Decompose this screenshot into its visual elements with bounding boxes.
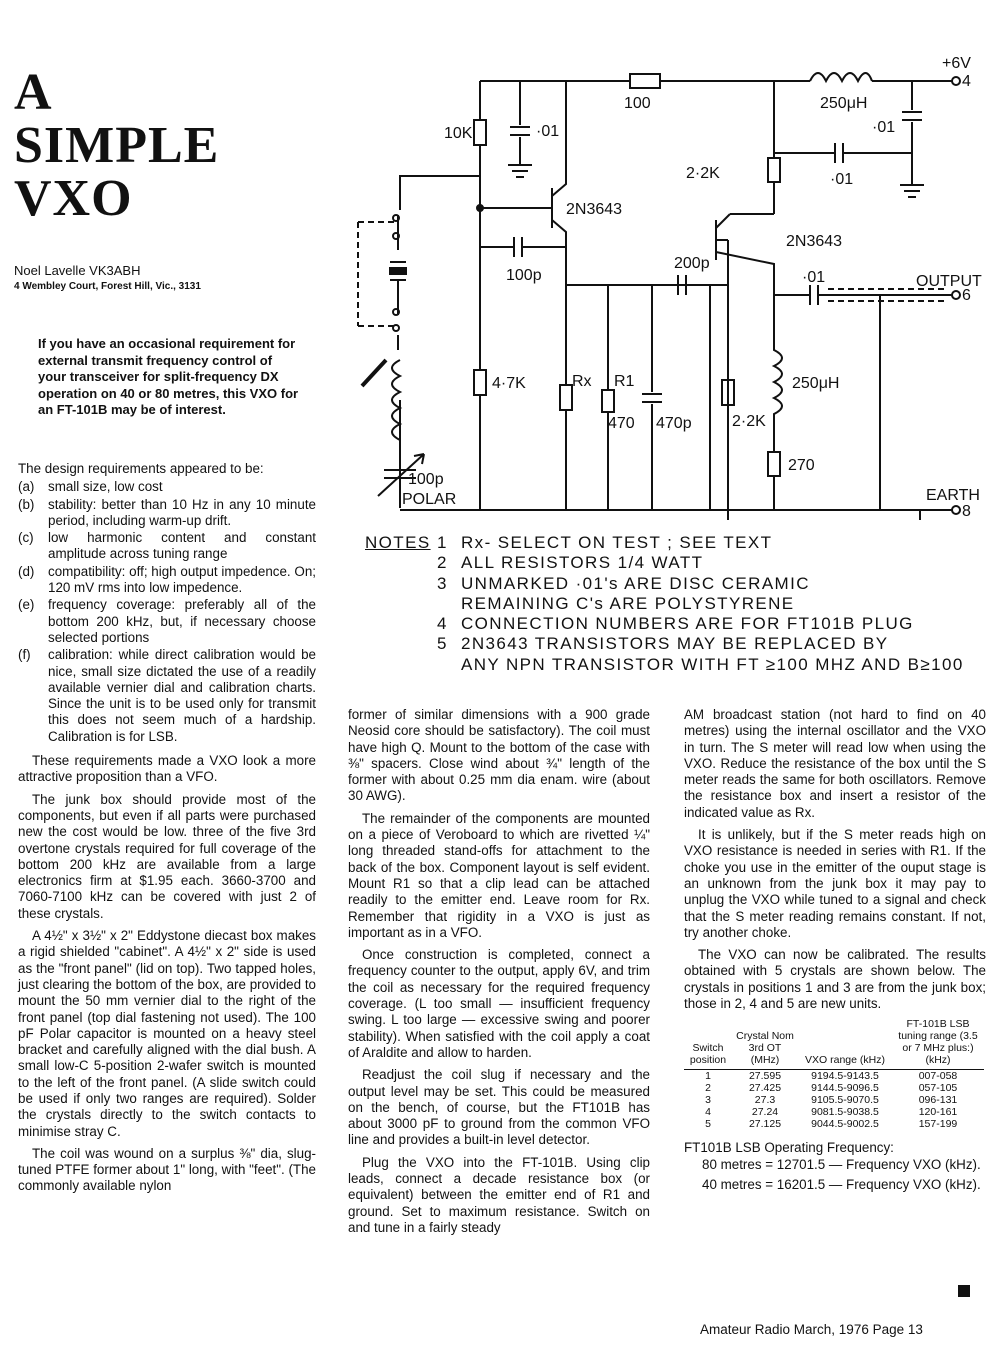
paragraph: Plug the VXO into the FT-101B. Using clip leads, connect a decade resistance box (or equivalent) between the emitter end of R1 and ground. Set to maximum resistance. Switch on and tune in a fairly steady: [348, 1154, 650, 1235]
table-cell: 096-131: [918, 1094, 958, 1107]
resistor-100: [630, 74, 660, 88]
note-number: 4: [437, 614, 448, 634]
column-2: [348, 707, 650, 1242]
freq-heading: FT101B LSB Operating Frequency:: [684, 1140, 894, 1156]
resistor-10k: [474, 120, 486, 145]
label-c01-out: ·01: [802, 269, 826, 286]
label-c01-left: ·01: [536, 123, 560, 140]
title-line-3: VXO: [14, 170, 133, 227]
resistor-r1-470: [602, 390, 614, 412]
circuit-schematic: [340, 50, 990, 520]
label-q2: 2N3643: [786, 233, 843, 250]
article-title: [14, 66, 219, 225]
end-mark: [958, 1285, 970, 1297]
table-header: VXO range (kHz): [798, 1018, 892, 1070]
table-cell: 5: [705, 1118, 711, 1131]
table-cell: 27.425: [748, 1082, 782, 1095]
pin-4-terminal: [952, 77, 960, 85]
table-cell: 27.125: [748, 1118, 782, 1131]
list-label: (f): [18, 647, 31, 663]
note-4: CONNECTION NUMBERS ARE FOR FT101B PLUG: [461, 614, 914, 634]
paragraph: A 4½" x 3½" x 2" Eddystone diecast box makes a rigid shielded "cabinet". A 4½" x 2" side is used as the "front panel" (lid on top). Two tapped holes, just clearing the bottom of the box, are provided to mount the 50 mm vernier dial to the right of the front panel (top dial fastening not used). The 100 pF Polar capacitor is mounted on a heavy steel bracket and carefully aligned with the dial bush. A small low-C 5-position 2-wafer switch is mounted to the left of the front panel. (A slide switch could be used if only two ranges are required). Solder the crystals directly to the switch contacts to minimise stray C.: [18, 928, 316, 1139]
crystal-table: [684, 1018, 984, 1130]
paragraph: The remainder of the components are mounted on a piece of Veroboard to which are rivetted ¼" long threaded stand-offs for attachment to the back of the box. Component layout is self evident. Mount R1 so that a clip lead can be attached readily to the emitter end. Leave room for Rx. Remember that rigidity in a VXO is just as important as in a VFO.: [348, 810, 650, 940]
list-text: low harmonic content and constant amplitude across tuning range: [48, 530, 316, 562]
table-header: Crystal Nom 3rd OT (MHz): [732, 1018, 798, 1070]
paragraph: The junk box should provide most of the components, but even if all parts were purchased new the cost would be low. three of the five 3rd overtone crystals required for full coverage of the bottom 200 kHz are available from a large electronics firm at $1.95 each. 3660-3700 and 7060-7100 kHz can be covered with just 2 of these crystals.: [18, 791, 316, 921]
label-100p: 100p: [506, 267, 542, 284]
schematic-notes: [365, 533, 964, 675]
table-row: [684, 1070, 984, 1083]
list-text: calibration: while direct calibration would be nice, small size dictated the use of a readily available vernier dial and calibration charts. Since the unit is to be used only for transmit this does not seem much of a hardship. Calibration is for LSB.: [48, 647, 316, 744]
label-200p: 200p: [674, 255, 710, 272]
notes-heading: NOTES: [365, 533, 431, 552]
page-footer: Amateur Radio March, 1976 Page 13: [700, 1322, 923, 1337]
label-output: OUTPUT: [916, 273, 982, 290]
list-text: frequency coverage: preferably all of the bottom 200 kHz, but, if necessary choose selected portions: [48, 597, 316, 645]
requirements-list: [18, 479, 316, 745]
list-label: (c): [18, 530, 34, 546]
table-cell: 157-199: [918, 1118, 958, 1131]
label-polar: POLAR: [402, 491, 457, 508]
note-number: 1: [437, 533, 448, 552]
paragraph: The VXO can now be calibrated. The results obtained with 5 crystals are shown below. The crystals in positions 1 and 3 are from the junk box; those in 2, 4 and 5 are new units.: [684, 947, 986, 1012]
list-label: (a): [18, 479, 35, 495]
list-item: [18, 564, 316, 597]
paragraph: Readjust the coil slug if necessary and the output level may be set. This could be measured on the bench, of course, but the FT101B has about 3000 pF to ground from the common VFO line and provides a built-in level detector.: [348, 1067, 650, 1148]
table-cell: 27.595: [748, 1070, 782, 1083]
label-470p: 470p: [656, 415, 692, 432]
table-cell: 057-105: [918, 1082, 958, 1095]
label-r1: R1: [614, 373, 635, 390]
resistor-rx: [560, 385, 572, 410]
resistor-4-7k: [474, 370, 486, 395]
list-item: [18, 530, 316, 563]
resistor-270: [768, 452, 780, 476]
label-plus-6v: +6V: [942, 55, 971, 72]
author-name: Noel Lavelle VK3ABH: [14, 263, 141, 278]
table-cell: 9194.5-9143.5: [811, 1070, 879, 1083]
note-5b: ANY NPN TRANSISTOR WITH FT ≥100 MHZ AND B≥100: [461, 654, 964, 674]
label-pin-6: 6: [962, 287, 971, 304]
note-number: 5: [437, 634, 448, 654]
list-item: [18, 479, 316, 495]
label-q1: 2N3643: [566, 201, 623, 218]
label-10k: 10K: [444, 125, 473, 142]
label-2-2k-bottom: 2·2K: [732, 413, 766, 430]
table-cell: 3: [705, 1094, 711, 1107]
requirements-intro: The design requirements appeared to be:: [18, 461, 264, 476]
table-cell: 9081.5-9038.5: [811, 1106, 879, 1119]
table-cell: 007-058: [918, 1070, 958, 1083]
list-item: [18, 497, 316, 530]
column-3: [684, 707, 986, 1193]
table-row: [684, 1118, 984, 1130]
paragraph: These requirements made a VXO look a more attractive proposition than a VFO.: [18, 753, 316, 785]
table-row: [684, 1106, 984, 1118]
paragraph: It is unlikely, but if the S meter reads high on VXO resistance is needed in series with R1. If the choke you use in the emitter of the ouput stage is an unknown from the junk box it may pay to unplug the VXO while tuned to a signal and check that the S meter reading remains constant. If not, try another choke.: [684, 827, 986, 940]
column-1: [18, 461, 316, 1201]
note-1: Rx- SELECT ON TEST ; SEE TEXT: [461, 533, 773, 552]
table-cell: 120-161: [918, 1106, 958, 1119]
label-earth: EARTH: [926, 487, 980, 504]
list-text: small size, low cost: [48, 479, 163, 495]
list-label: (d): [18, 563, 35, 579]
list-item: [18, 647, 316, 745]
inductor-left: [392, 360, 400, 440]
operating-frequency: [684, 1140, 986, 1193]
table-header: Switch position: [684, 1018, 732, 1070]
table-row: [684, 1082, 984, 1094]
table-cell: 9105.5-9070.5: [811, 1094, 879, 1107]
list-text: compatibility: off; high output impedence. On; 120 mV rms into low impedence.: [48, 563, 316, 596]
note-5: 2N3643 TRANSISTORS MAY BE REPLACED BY: [461, 634, 889, 654]
note-3: UNMARKED ·01's ARE DISC CERAMIC: [461, 573, 810, 593]
label-270: 270: [788, 457, 815, 474]
title-line-1: A: [14, 64, 53, 121]
note-number: 3: [437, 573, 448, 593]
table-cell: 9144.5-9096.5: [811, 1082, 879, 1095]
table-cell: 1: [705, 1070, 711, 1083]
list-label: (b): [18, 496, 35, 512]
label-250uh-bottom: 250μH: [792, 375, 840, 392]
note-3b: REMAINING C's ARE POLYSTYRENE: [461, 593, 795, 613]
table-row: [684, 1094, 984, 1106]
label-2-2k-top: 2·2K: [686, 165, 720, 182]
table-cell: 27.3: [754, 1094, 776, 1107]
freq-80m: 80 metres = 12701.5 — Frequency VXO (kHz).: [702, 1156, 981, 1172]
intro-paragraph: If you have an occasional requirement for external transmit frequency control of your transceiver for split-frequency DX operation on 40 or 80 metres, this VXO for an FT-101B may be of interest.: [38, 336, 299, 417]
resistor-2-2k-top: [768, 158, 780, 182]
table-cell: 4: [705, 1106, 711, 1119]
list-text: stability: better than 10 Hz in any 10 minute period, including warm-up drift.: [48, 496, 316, 528]
label-470: 470: [608, 415, 635, 432]
label-pin-4: 4: [962, 73, 971, 90]
inductor-250uh-top: [810, 73, 872, 81]
label-250uh-top: 250μH: [820, 95, 868, 112]
label-4-7k: 4·7K: [492, 375, 526, 392]
paragraph: AM broadcast station (not hard to find on 40 metres) using the internal oscillator and the VXO in turn. The S meter will read low when using the VXO. Reduce the resistance of the box until the S meter reads the same for both oscillators. Remove the resistance box and insert a resistor of the indicated value as Rx.: [684, 707, 986, 820]
author-address: 4 Wembley Court, Forest Hill, Vic., 3131: [14, 281, 201, 292]
list-label: (e): [18, 597, 35, 613]
table-cell: 27.24: [751, 1106, 779, 1119]
paragraph: former of similar dimensions with a 900 grade Neosid core should be satisfactory). The coil must have high Q. Mount to the bottom of the case with ⅜" spacers. Close wind about ¾" length of the former with about 0.25 mm dia enam. wire (about 30 AWG).: [348, 707, 650, 804]
label-c01-bypass: ·01: [830, 171, 854, 188]
label-var-100p: 100p: [408, 471, 444, 488]
label-c01-right: ·01: [872, 119, 896, 136]
table-header: FT-101B LSB tuning range (3.5 or 7 MHz plus:) (kHz): [892, 1018, 984, 1070]
table-cell: 9044.5-9002.5: [811, 1118, 879, 1131]
note-number: 2: [437, 553, 448, 573]
label-100: 100: [624, 95, 651, 112]
table-cell: 2: [705, 1082, 711, 1095]
title-line-2: SIMPLE: [14, 117, 220, 174]
paragraph: The coil was wound on a surplus ⅜" dia, slug-tuned PTFE former about 1" long, with "feet". (The commonly available nylon: [18, 1145, 316, 1194]
paragraph: Once construction is completed, connect a frequency counter to the output, apply 6V, and trim the coil as necessary for the required frequency coverage. (L too small — insufficient frequency swing. L too large — excessive swing and poorer stability). When satisfied with the coil apply a coat of Araldite and allow to harden.: [348, 947, 650, 1060]
list-item: [18, 597, 316, 646]
label-pin-8: 8: [962, 503, 971, 520]
label-rx: Rx: [572, 373, 592, 390]
freq-40m: 40 metres = 16201.5 — Frequency VXO (kHz).: [702, 1176, 981, 1192]
note-2: ALL RESISTORS 1/4 WATT: [461, 553, 704, 573]
